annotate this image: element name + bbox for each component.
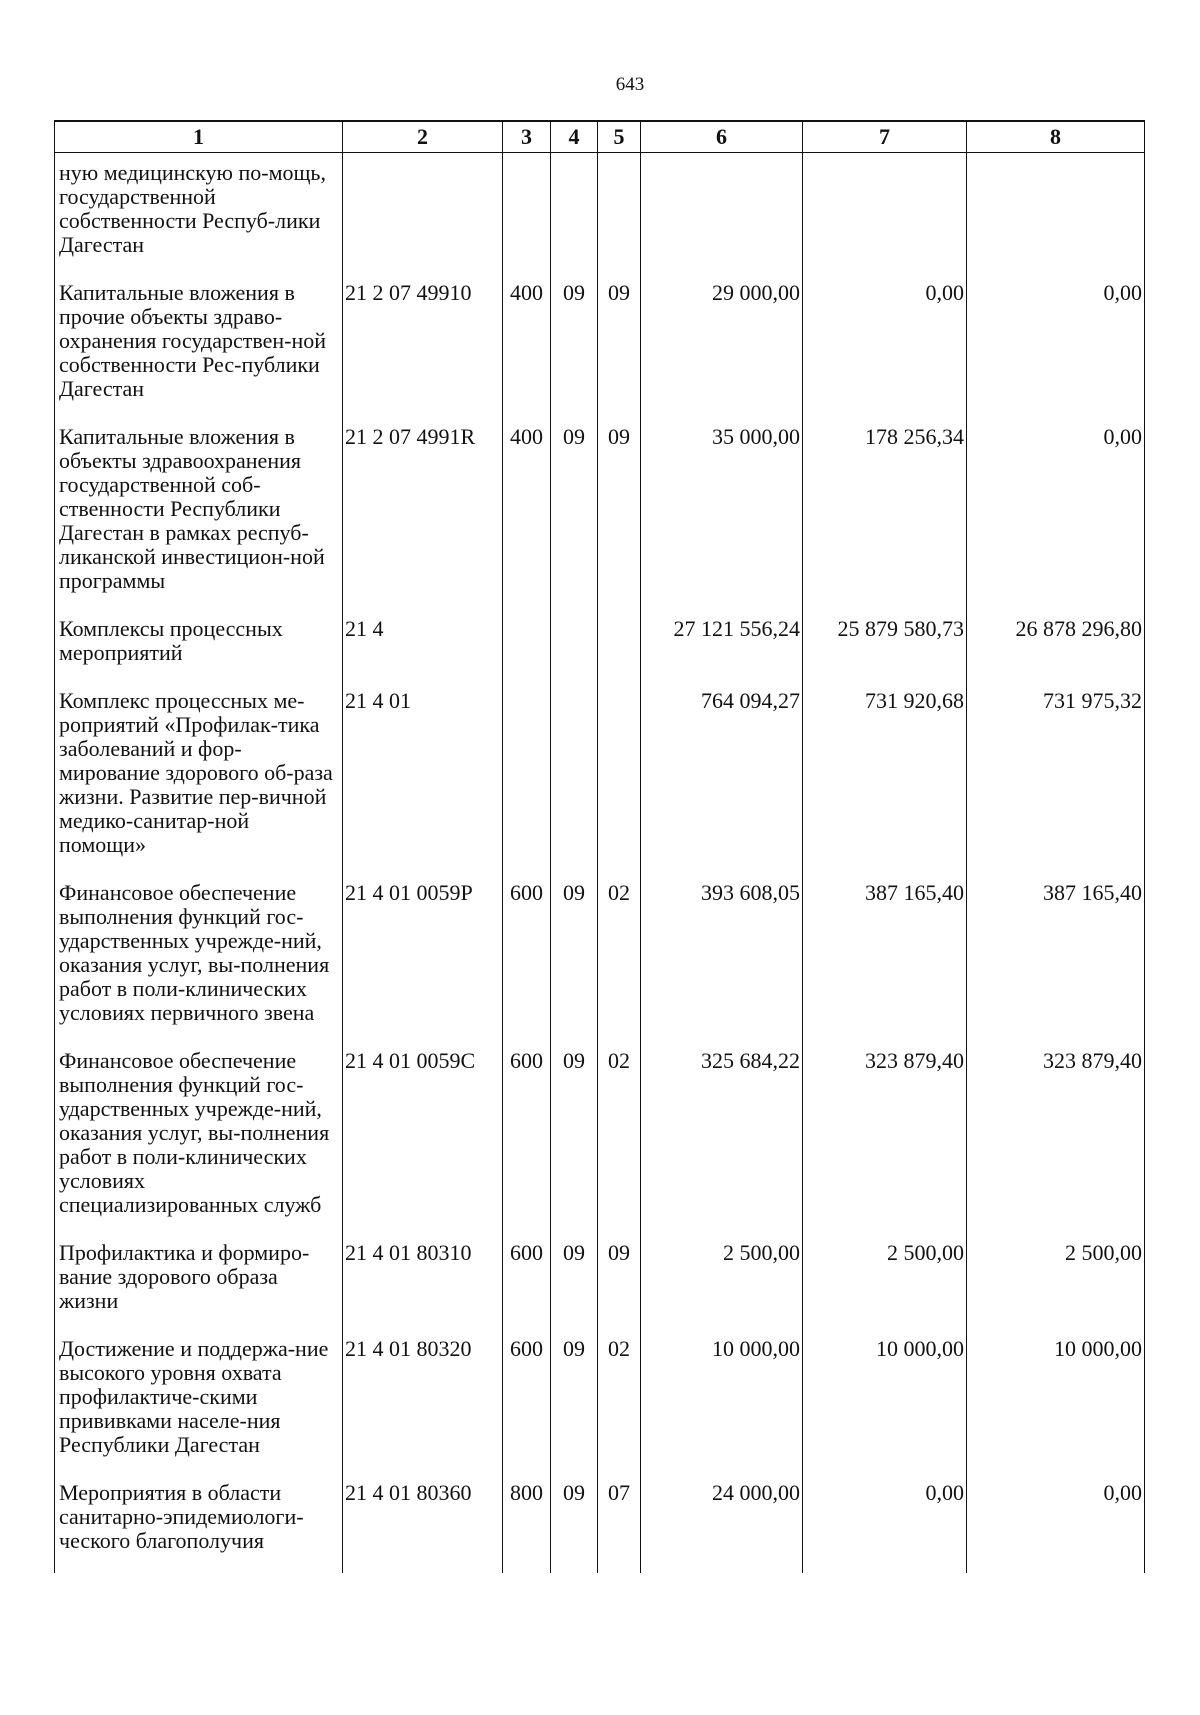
- row-col5-cell: 02: [598, 1327, 641, 1471]
- row-name-cell: Финансовое обеспечение выполнения функций гос-ударственных учрежде-ний, оказания услуг, вы-полнения работ в поли-клинических условиях специализированных служб: [55, 1039, 343, 1231]
- row-col4-cell: 09: [551, 871, 598, 1039]
- row-value6-cell: 24 000,00: [641, 1471, 803, 1573]
- row-value8-cell: 387 165,40: [967, 871, 1145, 1039]
- row-name-cell: Капитальные вложения в прочие объекты здраво-охранения государствен-ной собственности Рес-публики Дагестан: [55, 271, 343, 415]
- row-name-cell: Комплекс процессных ме-роприятий «Профилак-тика заболеваний и фор-мирование здорового об-раза жизни. Развитие пер-вичной медико-санитар-ной помощи»: [55, 679, 343, 871]
- row-name-cell: Капитальные вложения в объекты здравоохранения государственной соб-ственности Республики Дагестан в рамках респуб-ликанской инвестицион-ной программы: [55, 415, 343, 607]
- row-value8-cell: 0,00: [967, 1471, 1145, 1573]
- row-code-cell: 21 2 07 49910: [343, 271, 503, 415]
- row-col3-cell: 800: [503, 1471, 551, 1573]
- row-col3-cell: 600: [503, 871, 551, 1039]
- row-value7-cell: 731 920,68: [803, 679, 967, 871]
- budget-table-container: [54, 120, 1144, 1573]
- row-value6-cell: 10 000,00: [641, 1327, 803, 1471]
- row-value8-cell: 2 500,00: [967, 1231, 1145, 1327]
- column-header: 1: [55, 121, 343, 153]
- table-header-row: [55, 121, 1145, 153]
- row-code-cell: 21 4: [343, 607, 503, 679]
- row-value7-cell: 10 000,00: [803, 1327, 967, 1471]
- row-value7-cell: [803, 153, 967, 272]
- column-header: 5: [598, 121, 641, 153]
- table-row: [55, 607, 1145, 679]
- row-name-cell: Профилактика и формиро-вание здорового образа жизни: [55, 1231, 343, 1327]
- row-col5-cell: [598, 153, 641, 272]
- column-header: 3: [503, 121, 551, 153]
- row-col5-cell: 09: [598, 415, 641, 607]
- row-code-cell: 21 4 01 80360: [343, 1471, 503, 1573]
- row-code-cell: [343, 153, 503, 272]
- row-col4-cell: 09: [551, 1231, 598, 1327]
- row-col5-cell: 09: [598, 1231, 641, 1327]
- table-row: [55, 679, 1145, 871]
- page-number: 643: [615, 74, 645, 95]
- table-row: [55, 871, 1145, 1039]
- row-value8-cell: 26 878 296,80: [967, 607, 1145, 679]
- row-col4-cell: [551, 679, 598, 871]
- row-col4-cell: 09: [551, 415, 598, 607]
- row-col5-cell: [598, 679, 641, 871]
- row-col3-cell: [503, 607, 551, 679]
- row-name-cell: Мероприятия в области санитарно-эпидемиологи-ческого благополучия: [55, 1471, 343, 1573]
- row-col3-cell: 600: [503, 1039, 551, 1231]
- row-col3-cell: [503, 153, 551, 272]
- row-value6-cell: 2 500,00: [641, 1231, 803, 1327]
- table-row: [55, 153, 1145, 272]
- row-value7-cell: 323 879,40: [803, 1039, 967, 1231]
- row-code-cell: 21 4 01 80310: [343, 1231, 503, 1327]
- row-value7-cell: 25 879 580,73: [803, 607, 967, 679]
- row-value7-cell: 387 165,40: [803, 871, 967, 1039]
- row-value8-cell: 10 000,00: [967, 1327, 1145, 1471]
- row-col4-cell: 09: [551, 1327, 598, 1471]
- row-col3-cell: 600: [503, 1231, 551, 1327]
- row-value7-cell: 0,00: [803, 1471, 967, 1573]
- row-value6-cell: [641, 153, 803, 272]
- table-row: [55, 415, 1145, 607]
- row-col5-cell: [598, 607, 641, 679]
- row-col3-cell: [503, 679, 551, 871]
- row-code-cell: 21 4 01 0059C: [343, 1039, 503, 1231]
- row-col3-cell: 600: [503, 1327, 551, 1471]
- row-col4-cell: 09: [551, 1039, 598, 1231]
- row-value6-cell: 27 121 556,24: [641, 607, 803, 679]
- row-code-cell: 21 4 01: [343, 679, 503, 871]
- column-header: 6: [641, 121, 803, 153]
- row-value8-cell: 0,00: [967, 271, 1145, 415]
- row-value6-cell: 29 000,00: [641, 271, 803, 415]
- row-value6-cell: 35 000,00: [641, 415, 803, 607]
- row-value8-cell: [967, 153, 1145, 272]
- row-name-cell: Финансовое обеспечение выполнения функций гос-ударственных учрежде-ний, оказания услуг, вы-полнения работ в поли-клинических условиях первичного звена: [55, 871, 343, 1039]
- table-row: [55, 1471, 1145, 1573]
- row-value8-cell: 323 879,40: [967, 1039, 1145, 1231]
- row-code-cell: 21 4 01 0059P: [343, 871, 503, 1039]
- row-value8-cell: 731 975,32: [967, 679, 1145, 871]
- row-col4-cell: 09: [551, 1471, 598, 1573]
- row-name-cell: ную медицинскую по-мощь, государственной собственности Респуб-лики Дагестан: [55, 153, 343, 272]
- table-body: [55, 153, 1145, 1574]
- row-col5-cell: 07: [598, 1471, 641, 1573]
- column-header: 8: [967, 121, 1145, 153]
- row-name-cell: Комплексы процессных мероприятий: [55, 607, 343, 679]
- row-value6-cell: 764 094,27: [641, 679, 803, 871]
- row-col5-cell: 02: [598, 871, 641, 1039]
- row-value7-cell: 178 256,34: [803, 415, 967, 607]
- row-col3-cell: 400: [503, 415, 551, 607]
- row-name-cell: Достижение и поддержа-ние высокого уровня охвата профилактиче-скими прививками населе-ния Республики Дагестан: [55, 1327, 343, 1471]
- table-row: [55, 1327, 1145, 1471]
- row-col4-cell: 09: [551, 271, 598, 415]
- table-row: [55, 271, 1145, 415]
- row-code-cell: 21 2 07 4991R: [343, 415, 503, 607]
- table-row: [55, 1039, 1145, 1231]
- budget-table: [54, 120, 1145, 1573]
- row-col4-cell: [551, 153, 598, 272]
- row-col4-cell: [551, 607, 598, 679]
- row-value7-cell: 0,00: [803, 271, 967, 415]
- table-row: [55, 1231, 1145, 1327]
- row-col5-cell: 02: [598, 1039, 641, 1231]
- row-col5-cell: 09: [598, 271, 641, 415]
- row-value6-cell: 325 684,22: [641, 1039, 803, 1231]
- column-header: 4: [551, 121, 598, 153]
- column-header: 2: [343, 121, 503, 153]
- row-col3-cell: 400: [503, 271, 551, 415]
- row-code-cell: 21 4 01 80320: [343, 1327, 503, 1471]
- row-value7-cell: 2 500,00: [803, 1231, 967, 1327]
- column-header: 7: [803, 121, 967, 153]
- row-value6-cell: 393 608,05: [641, 871, 803, 1039]
- row-value8-cell: 0,00: [967, 415, 1145, 607]
